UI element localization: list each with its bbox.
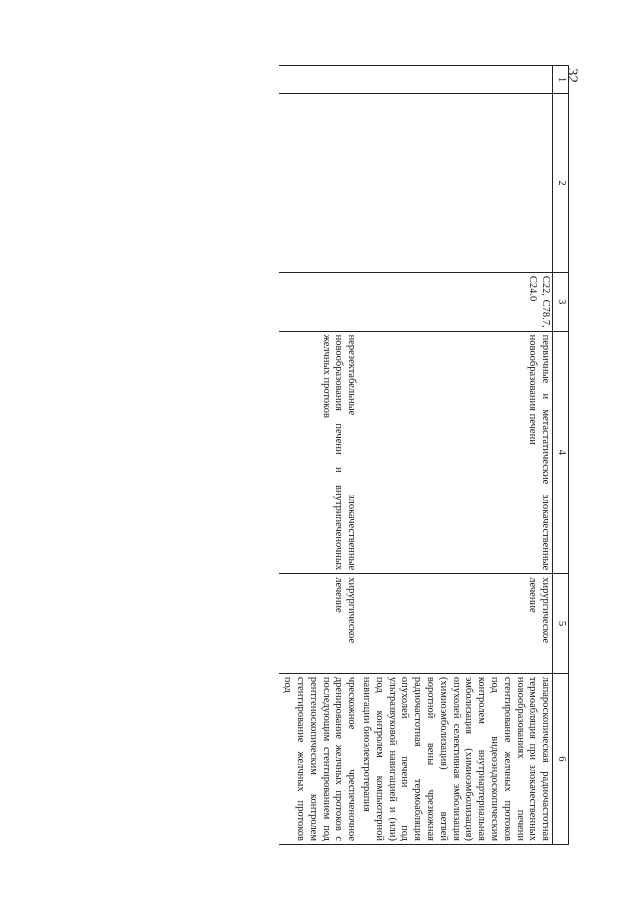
- page-number: 32: [564, 68, 580, 83]
- cell-diagnosis: нерезектабельные злокачественные новообразования печени и внутрипеченочных желчных протоков: [279, 331, 358, 574]
- column-header-5: 5: [553, 574, 569, 674]
- cell-treatment-methods: лапароскопическая радиочастотная термоабляция при злокачественных новообразованиях печени стентирование желчных протоков под видеоэндоскопическим контролем внутриартериальная эмболизация (химиоэмболизация) опухолей селективная эмболизация (химиоэмболизация) ветвей воротной вены чрезкожная радиочастотная термоабляция опухолей печени под ультразвуковой навигацией и (или) под контролем компьютерной навигации биоэлектротерапия: [358, 673, 552, 844]
- table-row: [279, 66, 358, 845]
- column-header-4: 4: [553, 331, 569, 574]
- column-header-3: 3: [553, 272, 569, 331]
- cell-col2: [358, 94, 552, 273]
- column-header-2: 2: [553, 94, 569, 273]
- table-row: [358, 66, 552, 845]
- table-container: [122, 65, 569, 845]
- cell-col2: [279, 94, 358, 273]
- cell-col1: [358, 66, 552, 94]
- cell-treatment-type: хирургическое лечение: [358, 574, 552, 674]
- cell-treatment-methods: чрескожное чреспеченочное дренирование желчных протоков с последующим стентированием под рентгеноскопическим контролем стентирование желчных протоков под: [279, 673, 358, 844]
- medical-care-table: [279, 65, 569, 845]
- cell-diagnosis: первичные и метастатические злокачественные новообразования печени: [358, 331, 552, 574]
- cell-icd-codes: C22, C78.7, C24.0: [358, 272, 552, 331]
- column-header-1: 1: [553, 66, 569, 94]
- cell-treatment-type: хирургическое лечение: [279, 574, 358, 674]
- cell-col1: [279, 66, 358, 94]
- table-header-row: [553, 66, 569, 845]
- column-header-6: 6: [553, 673, 569, 844]
- cell-icd-codes: [279, 272, 358, 331]
